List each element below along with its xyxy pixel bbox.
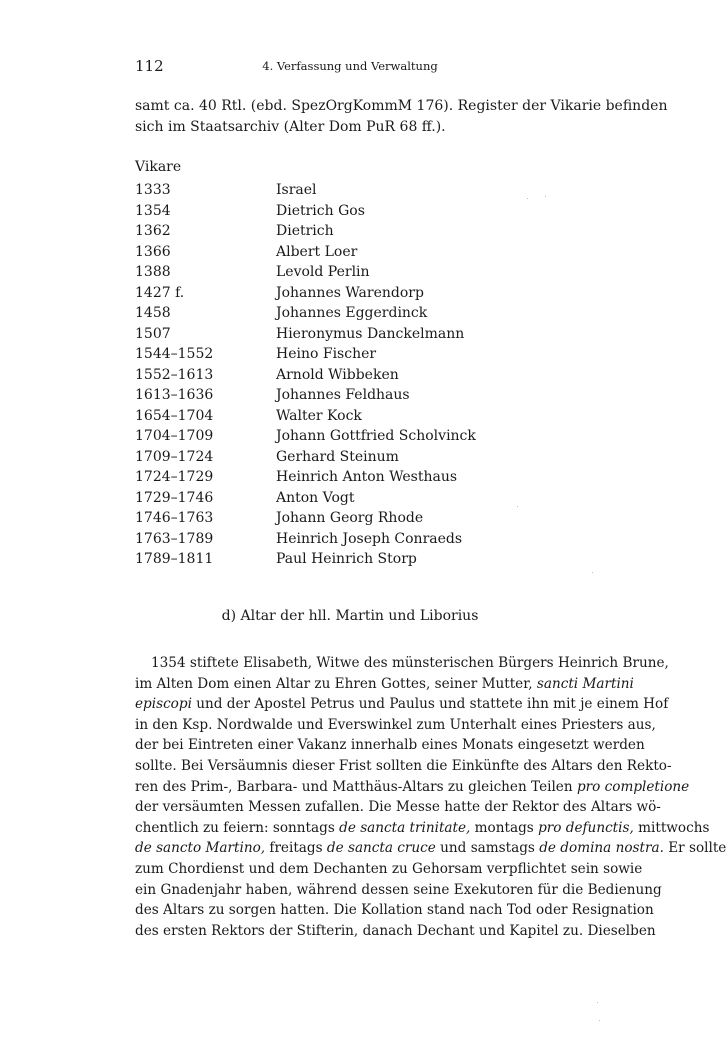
latin-text: de sancta trinitate, [339, 819, 471, 836]
vikar-name: Albert Loer [276, 243, 358, 260]
latin-text: de domina nostra. [539, 840, 664, 857]
vikar-name: Johann Georg Rhode [276, 510, 424, 526]
vikare-heading: Vikare [135, 159, 182, 175]
vikar-years: 1333 [135, 182, 171, 198]
vikar-row [135, 426, 565, 447]
vikar-row [135, 406, 565, 427]
vikar-row [135, 283, 565, 304]
body-text: und samstags [440, 840, 535, 857]
latin-text: de sancta cruce [326, 840, 436, 857]
body-line [135, 838, 726, 859]
section-heading: d) Altar der hll. Martin und Liborius [221, 608, 479, 624]
vikar-years: 1362 [135, 223, 171, 239]
body-line: sollte. Bei Versäumnis dieser Frist sollten die Einkünfte des Altars den Rekto- [135, 757, 672, 774]
scan-speck [599, 1020, 600, 1021]
vikar-row [135, 488, 565, 509]
vikar-name: Johannes Feldhaus [276, 387, 410, 403]
body-line [135, 777, 690, 798]
vikar-row [135, 180, 565, 201]
scan-speck [592, 572, 593, 573]
vikar-years: 1724–1729 [135, 469, 214, 485]
vikar-row [135, 221, 565, 242]
vikar-name: Gerhard Steinum [276, 448, 399, 465]
vikar-years: 1552–1613 [135, 366, 214, 383]
vikar-row [135, 447, 565, 468]
vikar-name: Levold Perlin [276, 264, 370, 280]
vikare-list [135, 180, 565, 570]
vikar-years: 1709–1724 [135, 448, 214, 465]
vikar-name: Paul Heinrich Storp [276, 551, 417, 567]
body-line: in den Ksp. Nordwalde und Everswinkel zum Unterhalt eines Priesters aus, [135, 716, 656, 733]
intro-line: sich im Staatsarchiv (Alter Dom PuR 68 ff.). [135, 118, 446, 135]
body-text: und der Apostel Petrus und Paulus und stattete ihn mit je einem Hof [196, 696, 669, 713]
vikar-name: Israel [276, 182, 317, 198]
vikar-row [135, 344, 565, 365]
body-line: des ersten Rektors der Stifterin, danach Dechant und Kapitel zu. Dieselben [135, 922, 656, 939]
vikar-row [135, 467, 565, 488]
vikar-years: 1366 [135, 243, 171, 260]
vikar-row [135, 529, 565, 550]
vikar-name: Heinrich Joseph Conraeds [276, 530, 463, 547]
vikar-row [135, 549, 565, 570]
running-head: 4. Verfassung und Verwaltung [262, 59, 438, 73]
body-line: ein Gnadenjahr haben, während dessen seine Exekutoren für die Bedienung [135, 881, 662, 898]
intro-line: samt ca. 40 Rtl. (ebd. SpezOrgKommM 176). Register der Vikarie befinden [135, 98, 668, 114]
body-line: 1354 stiftete Elisabeth, Witwe des münsterischen Bürgers Heinrich Brune, [151, 655, 669, 671]
vikar-years: 1729–1746 [135, 489, 214, 506]
vikar-name: Walter Kock [276, 407, 362, 424]
vikar-years: 1704–1709 [135, 428, 214, 444]
vikar-row [135, 201, 565, 222]
scan-speck [597, 1002, 598, 1003]
body-line: zum Chordienst und dem Dechanten zu Gehorsam verpflichtet sein sowie [135, 860, 643, 877]
body-text: im Alten Dom einen Altar zu Ehren Gottes, seiner Mutter, [135, 675, 533, 692]
vikar-name: Johannes Warendorp [276, 284, 424, 301]
vikar-name: Heinrich Anton Westhaus [276, 469, 458, 485]
vikar-name: Heino Fischer [276, 346, 377, 362]
vikar-row [135, 508, 565, 529]
body-text: chentlich zu feiern: sonntags [135, 819, 335, 836]
body-line [135, 694, 669, 715]
body-text: montags [474, 819, 534, 836]
latin-text: sancti Martini [536, 675, 634, 692]
vikar-years: 1354 [135, 202, 171, 219]
vikar-name: Anton Vogt [276, 489, 355, 506]
vikar-years: 1789–1811 [135, 551, 214, 567]
vikar-years: 1763–1789 [135, 530, 214, 547]
intro-paragraph [135, 96, 668, 137]
vikar-years: 1427 f. [135, 284, 185, 301]
vikar-name: Johann Gottfried Scholvinck [276, 428, 476, 444]
vikar-name: Dietrich [276, 223, 334, 239]
latin-text: pro defunctis, [538, 819, 634, 836]
vikar-years: 1458 [135, 305, 171, 321]
vikar-row [135, 262, 565, 283]
body-line: des Altars zu sorgen hatten. Die Kollation stand nach Tod oder Resignation [135, 902, 654, 919]
vikar-row [135, 365, 565, 386]
body-line: der versäumten Messen zufallen. Die Messe hatte der Rektor des Altars wö- [135, 799, 661, 816]
scan-speck [517, 506, 518, 507]
vikar-name: Dietrich Gos [276, 202, 365, 219]
body-text: freitags [269, 840, 323, 857]
latin-text: de sancto Martino, [135, 840, 266, 857]
vikar-years: 1388 [135, 264, 171, 280]
scan-speck [545, 196, 546, 197]
body-text: ren des Prim-, Barbara- und Matthäus-Altars zu gleichen Teilen [135, 778, 573, 795]
page-header [135, 57, 565, 77]
body-text: mittwochs [638, 819, 710, 836]
scan-speck [527, 198, 528, 199]
vikar-years: 1507 [135, 325, 171, 342]
vikar-years: 1544–1552 [135, 346, 214, 362]
latin-text: episcopi [135, 696, 192, 713]
vikar-name: Hieronymus Danckelmann [276, 325, 465, 342]
body-paragraph [135, 653, 726, 941]
body-line [135, 674, 634, 695]
latin-text: pro completione [576, 778, 690, 795]
vikar-row [135, 324, 565, 345]
vikar-years: 1746–1763 [135, 510, 214, 526]
vikar-name: Arnold Wibbeken [276, 366, 399, 383]
body-text: Er sollte [668, 840, 726, 857]
vikar-years: 1654–1704 [135, 407, 214, 424]
vikar-row [135, 303, 565, 324]
vikar-name: Johannes Eggerdinck [276, 305, 428, 321]
vikar-years: 1613–1636 [135, 387, 214, 403]
vikar-row [135, 385, 565, 406]
body-line: der bei Eintreten einer Vakanz innerhalb eines Monats eingesetzt werden [135, 737, 645, 754]
body-line [135, 818, 710, 839]
vikar-row [135, 242, 565, 263]
page-number: 112 [135, 57, 164, 75]
